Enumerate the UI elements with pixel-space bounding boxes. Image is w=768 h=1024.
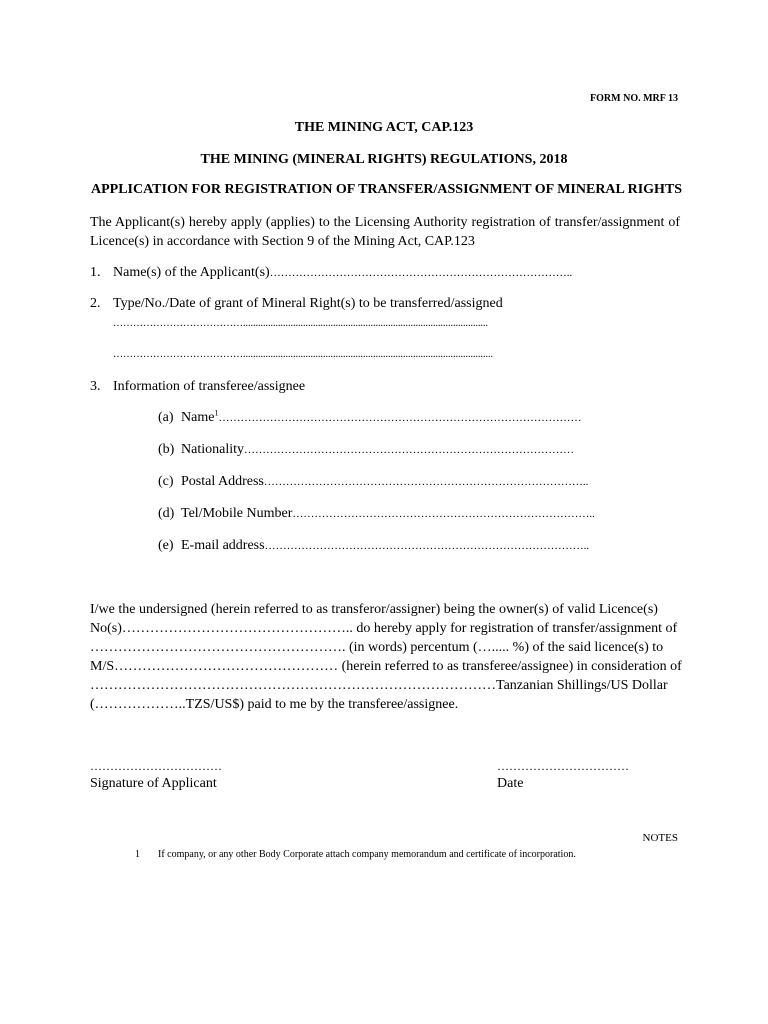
declaration-line-4[interactable]: M/S………………………………………… (herein referred to as transferee/assignee) in consideration of — [90, 659, 682, 674]
signature-field[interactable]: …………………………… — [90, 759, 222, 773]
transferee-e-letter: (e) — [158, 538, 174, 553]
declaration-line-2[interactable]: No(s)………………………………………….. do hereby apply for registration of transfer/assignment of — [90, 621, 678, 636]
transferee-d-letter: (d) — [158, 506, 175, 521]
item-2-dots-line-2[interactable]: ………………………………….................................................................................................... — [113, 349, 493, 360]
declaration-paragraph — [90, 600, 680, 714]
intro-paragraph — [90, 213, 680, 251]
item-1-dots: ……………………………………………………………………….. — [269, 267, 573, 279]
transferee-postal-label: Postal Address — [181, 474, 264, 489]
declaration-line-3[interactable]: ………………………………………………. (in words) percentum (…..... %) of the said licence(s) to — [90, 640, 664, 655]
item-1-label: Name(s) of the Applicant(s) — [113, 265, 270, 280]
signature-label: Signature of Applicant — [90, 776, 217, 791]
transferee-name-dots: ……………………………………………………………………………………… — [218, 412, 582, 424]
title-act: THE MINING ACT, CAP.123 — [294, 120, 474, 135]
date-label: Date — [497, 776, 524, 791]
declaration-line-6[interactable]: (………………..TZS/US$) paid to me by the transferee/assignee. — [90, 697, 459, 712]
item-2-number: 2. — [90, 296, 101, 311]
title-application: APPLICATION FOR REGISTRATION OF TRANSFER/ASSIGNMENT OF MINERAL RIGHTS — [91, 182, 683, 197]
transferee-tel-field[interactable] — [181, 506, 595, 522]
transferee-tel-dots: ……………………………………………………………………….. — [292, 508, 595, 520]
date-field[interactable]: …………………………… — [497, 759, 629, 773]
item-2-label: Type/No./Date of grant of Mineral Right(s) to be transferred/assigned — [113, 296, 503, 311]
title-regulations: THE MINING (MINERAL RIGHTS) REGULATIONS, 2018 — [200, 152, 568, 167]
transferee-a-letter: (a) — [158, 410, 174, 425]
transferee-email-label: E-mail address — [181, 538, 265, 553]
item-1-field[interactable] — [113, 265, 572, 281]
transferee-nationality-label: Nationality — [181, 442, 244, 457]
transferee-b-letter: (b) — [158, 442, 175, 457]
transferee-name-label: Name — [181, 410, 215, 425]
transferee-postal-field[interactable] — [181, 474, 588, 490]
transferee-name-field[interactable] — [181, 410, 581, 426]
item-3-number: 3. — [90, 379, 101, 394]
footnote-number: 1 — [135, 849, 140, 860]
transferee-email-dots: …………………………………………………………………………….. — [264, 540, 590, 552]
declaration-line-5[interactable]: ……………………………………………………………………………Tanzanian Shillings/US Dollar — [90, 678, 668, 693]
transferee-c-letter: (c) — [158, 474, 174, 489]
transferee-nationality-field[interactable] — [181, 442, 574, 458]
item-3-label: Information of transferee/assignee — [113, 379, 306, 394]
declaration-line-1: I/we the undersigned (herein referred to as transferor/assigner) being the owner(s) of valid Licence(s) — [90, 602, 658, 617]
item-2-dots-line-1[interactable]: ………………………………….................................................................................................. — [113, 318, 488, 329]
form-number: FORM NO. MRF 13 — [590, 93, 678, 104]
intro-line-2: Licence(s) in accordance with Section 9 of the Mining Act, CAP.123 — [90, 234, 475, 249]
transferee-email-field[interactable] — [181, 538, 589, 554]
transferee-postal-dots: …………………………………………………………………………….. — [263, 476, 589, 488]
transferee-nationality-dots: ……………………………………………………………………………… — [244, 444, 574, 456]
intro-line-1: The Applicant(s) hereby apply (applies) to the Licensing Authority registration of transfer/assignment of — [90, 215, 680, 230]
footnote-text: If company, or any other Body Corporate attach company memorandum and certificate of incorporation. — [158, 849, 576, 860]
footnote-ref: 1 — [214, 408, 219, 418]
item-1-number: 1. — [90, 265, 101, 280]
transferee-tel-label: Tel/Mobile Number — [181, 506, 293, 521]
notes-heading: NOTES — [642, 832, 678, 844]
